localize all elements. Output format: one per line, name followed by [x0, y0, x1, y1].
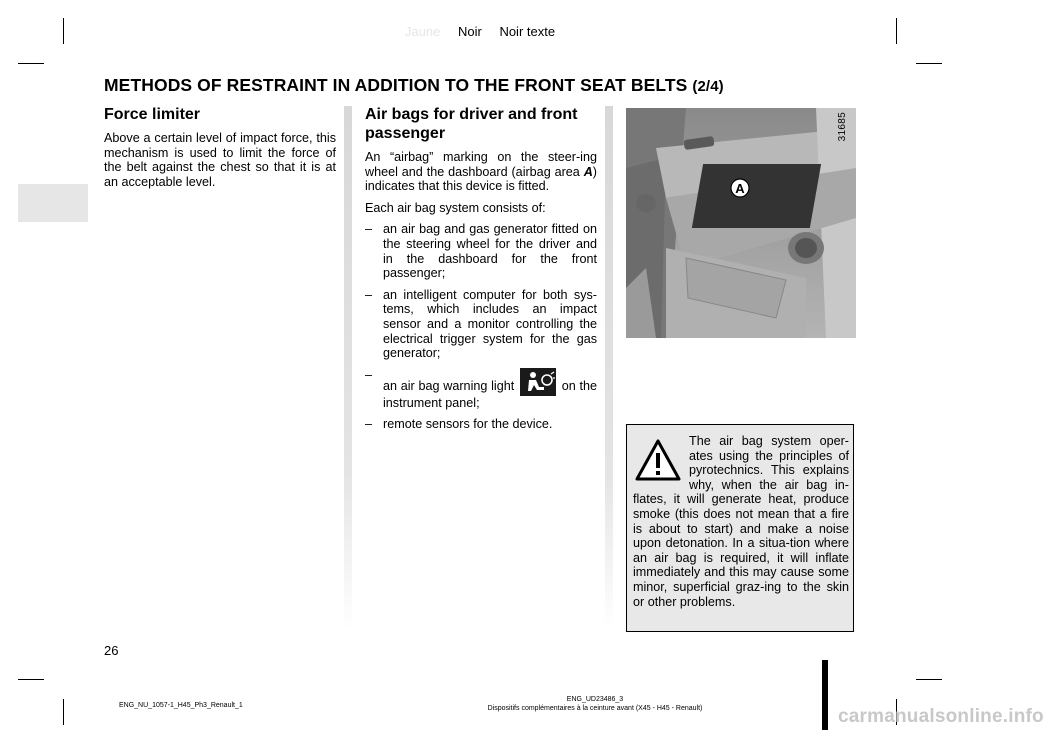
- airbags-intro: [365, 150, 597, 194]
- list-item: [365, 417, 597, 432]
- list-item-text: [383, 368, 597, 411]
- warning-triangle-icon: [635, 438, 681, 482]
- list-item-text: an air bag and gas generator fitted on the steering wheel for the driver and in the dashboard for the front passenger;: [383, 222, 597, 281]
- airbag-warning-light-icon: [520, 368, 556, 396]
- print-color-bar: [0, 24, 960, 39]
- list-item: [365, 222, 597, 280]
- airbag-area-marker: A: [735, 181, 745, 196]
- list-item: [365, 368, 597, 411]
- dash: –: [365, 367, 373, 382]
- dash: –: [365, 417, 373, 432]
- watermark: carmanualsonline.info: [838, 706, 1044, 727]
- page-title-main: METHODS OF RESTRAINT IN ADDITION TO THE FRONT SEAT BELTS: [104, 75, 688, 95]
- color-label-noir: Noir: [457, 24, 482, 39]
- section-tab: [18, 184, 88, 222]
- color-label-jaune: Jaune: [404, 24, 441, 39]
- intro-text-end: ) indicates that this device is fitted.: [365, 164, 597, 194]
- footer-left: ENG_NU_1057-1_H45_Ph3_Renault_1: [119, 702, 243, 709]
- column-divider: [605, 106, 613, 630]
- warning-light-text: an air bag warning light: [383, 378, 515, 393]
- crop-mark: [916, 679, 942, 680]
- crop-mark: [18, 63, 44, 64]
- black-bar: [822, 660, 828, 730]
- page-title-part: (2/4): [692, 78, 724, 95]
- page-title: [104, 75, 724, 96]
- list-item: [365, 288, 597, 361]
- force-limiter-body: Above a certain level of impact force, this mechanism is used to limit the force of the belt against the chest so that it is at an acceptable level.: [104, 131, 336, 189]
- footer-right: [420, 696, 770, 713]
- airbags-heading: Air bags for driver and front passenger: [365, 106, 578, 142]
- footer-ref: ENG_UD23486_3: [566, 696, 624, 703]
- force-limiter-heading: Force limiter: [104, 106, 201, 123]
- crop-mark: [18, 679, 44, 680]
- list-item-text: an intelligent computer for both sys-tems, which includes an impact sensor and a monitor controlling the electrical trigger system for the gas generator;: [383, 287, 597, 361]
- page-number: 26: [104, 643, 119, 658]
- warning-box: [626, 424, 854, 632]
- intro-text: An “airbag” marking on the steer-ing wheel and the dashboard (airbag area: [365, 150, 597, 179]
- airbags-section: [365, 105, 597, 439]
- warning-text: The air bag system oper-ates using the principles of pyrotechnics. This explains why, when the air bag in-flates, it will generate heat, produce smoke (this does not mean that a fire is about to start) and make a noise upon detonation. In a situa-tion where an air bag is required, it will inflate immediately and this may cause some minor, superficial graz-ing to the skin or other problems.: [633, 434, 849, 609]
- dashboard-photo: [626, 108, 856, 338]
- dash: –: [365, 222, 373, 237]
- airbags-consists: Each air bag system consists of:: [365, 200, 546, 215]
- warning-light-text-end: on the instrument panel;: [383, 378, 598, 410]
- photo-ref-number: 31685: [837, 112, 848, 142]
- list-item-text: remote sensors for the device.: [383, 417, 553, 432]
- airbag-area-ref: A: [583, 164, 593, 179]
- crop-mark: [916, 63, 942, 64]
- crop-mark: [63, 699, 64, 725]
- column-divider: [344, 106, 352, 630]
- color-label-noir-texte: Noir texte: [499, 24, 556, 39]
- force-limiter-section: [104, 105, 336, 189]
- footer-description: Dispositifs complémentaires à la ceinture avant (X45 - H45 - Renault): [487, 704, 703, 712]
- warning-content: [633, 434, 849, 609]
- dash: –: [365, 287, 373, 302]
